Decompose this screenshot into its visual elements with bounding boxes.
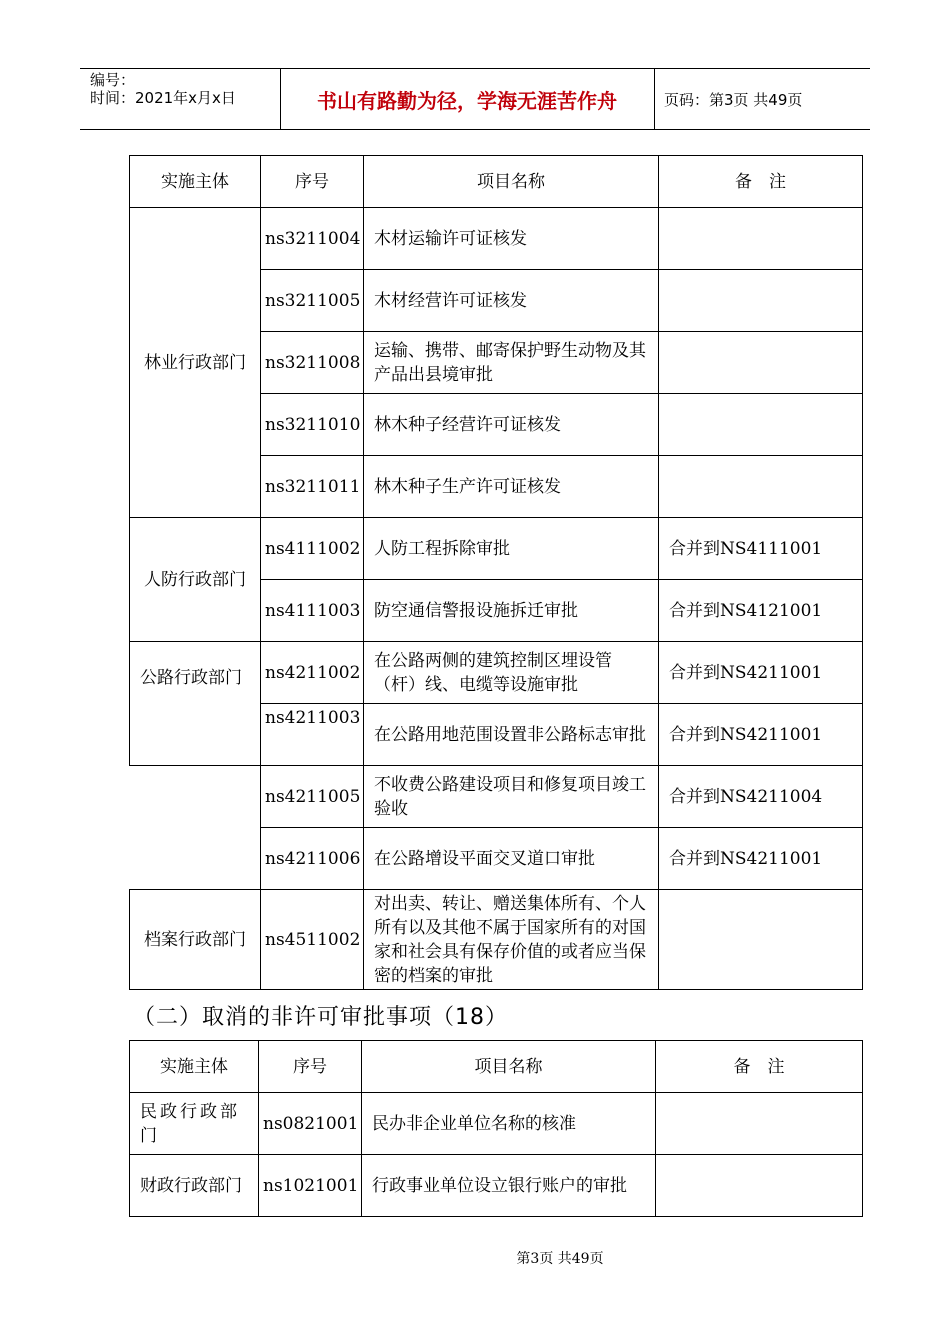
code-cell: ns0821001 [259,1093,362,1155]
page-footer: 第3页 共49页 [516,1251,604,1267]
note-cell [656,1093,863,1155]
column-header-code: 序号 [259,1041,362,1093]
name-cell: 木材运输许可证核发 [364,208,659,270]
column-header-name: 项目名称 [364,156,659,208]
table-row [130,1093,863,1155]
code-cell: ns4211002 [261,642,364,704]
note-cell [656,1155,863,1217]
note-cell [659,270,863,332]
table-header-row [130,1041,863,1093]
dept-cell: 林业行政部门 [130,208,261,518]
name-cell: 林木种子经营许可证核发 [364,394,659,456]
name-cell: 对出卖、转让、赠送集体所有、个人所有以及其他不属于国家所有的对国家和社会具有保存价值的或者应当保密的档案的审批 [364,890,659,990]
table-row [130,642,863,704]
table-row [130,890,863,990]
name-cell: 林木种子生产许可证核发 [364,456,659,518]
header-motto: 书山有路勤为径，学海无涯苦作舟 [317,89,617,113]
code-cell: ns3211010 [261,394,364,456]
note-cell [659,208,863,270]
non-licensing-items-table [129,1040,863,1217]
column-header-dept: 实施主体 [130,1041,259,1093]
name-cell: 民办非企业单位名称的核准 [362,1093,656,1155]
empty-dept-cell [130,766,261,890]
note-cell [659,890,863,990]
code-cell: ns3211008 [261,332,364,394]
dept-cell: 民政行政部门 [130,1093,259,1155]
table-row [130,1155,863,1217]
code-cell: ns4211006 [261,828,364,890]
note-cell: 合并到NS4211001 [659,642,863,704]
name-cell: 在公路用地范围设置非公路标志审批 [364,704,659,766]
note-cell: 合并到NS4211001 [659,704,863,766]
code-cell: ns3211004 [261,208,364,270]
table-row [130,518,863,580]
name-cell: 木材经营许可证核发 [364,270,659,332]
dept-cell: 档案行政部门 [130,890,261,990]
name-cell: 在公路增设平面交叉道口审批 [364,828,659,890]
dept-cell: 公路行政部门 [130,642,261,766]
dept-cell: 财政行政部门 [130,1155,259,1217]
code-cell: ns1021001 [259,1155,362,1217]
column-header-code: 序号 [261,156,364,208]
document-date-label: 时间：2021年x月x日 [90,89,236,107]
name-cell: 行政事业单位设立银行账户的审批 [362,1155,656,1217]
note-cell: 合并到NS4111001 [659,518,863,580]
table-header-row [130,156,863,208]
column-header-note: 备 注 [656,1041,863,1093]
code-cell: ns4511002 [261,890,364,990]
column-header-name: 项目名称 [362,1041,656,1093]
code-cell: ns3211011 [261,456,364,518]
code-cell: ns4211005 [261,766,364,828]
column-header-note: 备 注 [659,156,863,208]
column-header-dept: 实施主体 [130,156,261,208]
name-cell: 在公路两侧的建筑控制区埋设管（杆）线、电缆等设施审批 [364,642,659,704]
note-cell: 合并到NS4121001 [659,580,863,642]
name-cell: 防空通信警报设施拆迁审批 [364,580,659,642]
header-divider [654,69,655,129]
page-header [80,68,870,130]
code-cell: ns4211003 [261,704,364,766]
cancelled-items-table [129,155,863,990]
note-cell [659,394,863,456]
code-cell: ns4111002 [261,518,364,580]
header-page-number: 页码：第3页 共49页 [664,91,803,109]
name-cell: 不收费公路建设项目和修复项目竣工验收 [364,766,659,828]
code-cell: ns4111003 [261,580,364,642]
note-cell [659,456,863,518]
code-cell: ns3211005 [261,270,364,332]
document-number-label: 编号： [90,71,136,89]
note-cell: 合并到NS4211001 [659,828,863,890]
dept-cell: 人防行政部门 [130,518,261,642]
table-row [130,208,863,270]
note-cell: 合并到NS4211004 [659,766,863,828]
name-cell: 人防工程拆除审批 [364,518,659,580]
section-title: （二）取消的非许可审批事项（18） [133,1005,508,1030]
table-row [130,766,863,828]
note-cell [659,332,863,394]
name-cell: 运输、携带、邮寄保护野生动物及其产品出县境审批 [364,332,659,394]
